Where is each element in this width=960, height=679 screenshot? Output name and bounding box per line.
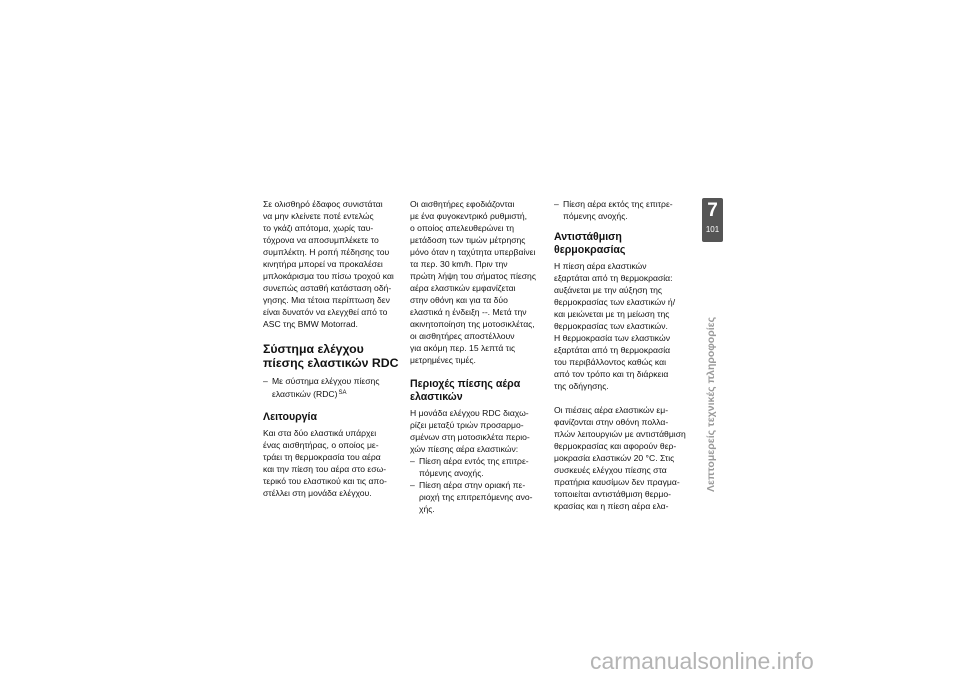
bullet-text: ελαστικών (RDC) [272,389,338,399]
text-line: πρατήρια καυσίμων δεν πραγμα- [554,477,680,487]
subheading: Περιοχές πίεσης αέρα [410,378,521,390]
text-line: ελαστικά η ένδειξη --. Μετά την [410,307,527,317]
text-line: τερικό του ελαστικού και τις απο- [263,476,387,486]
text-line: φανίζονται στην οθόνη πολλα- [554,417,669,427]
text-line: στέλλει στη μονάδα ελέγχου. [263,488,372,498]
text-line: ASC της BMW Motorrad. [263,319,358,329]
chapter-sidebar [704,252,722,492]
bullet-text: χής. [419,504,435,514]
text-line: συμπλέκτη. Η ροπή πέδησης του [263,247,390,257]
subheading: ελαστικών [410,391,463,403]
watermark: carmanualsonline.info [590,648,814,674]
text-line: του περιβάλλοντος καθώς και [554,357,666,367]
text-line: οι αισθητήρες αποστέλλουν [410,331,515,341]
ranges-paragraph [410,407,550,455]
text-line: για ακόμη περ. 15 λεπτά τις [410,343,516,353]
text-line: μετάδοση των τιμών μέτρησης [410,235,526,245]
text-line: τα περ. 30 km/h. Πριν την [410,259,508,269]
bullet-range-within [410,455,550,479]
text-line: ο οποίος απελευθερώνει τη [410,223,514,233]
text-line: και μειώνεται με τη μείωση της [554,309,670,319]
display-paragraph [554,404,694,512]
subheading: Αντιστάθμιση [554,231,622,243]
text-line: σμένων στη μοτοσικλέτα περιο- [410,432,530,442]
text-line: θερμοκρασίας των ελαστικών. [554,321,668,331]
bullet-range-limit [410,479,550,515]
bullet-rdc-option [263,375,403,399]
bullet-dash: – [263,376,268,386]
heading-ranges [410,378,550,404]
text-line: Σε ολισθηρό έδαφος συνιστάται [263,199,383,209]
text-line: Οι πιέσεις αέρα ελαστικών εμ- [554,405,669,415]
text-line: εξαρτάται από τη θερμοκρασία [554,345,671,355]
column-3 [554,198,694,512]
text-line: μπλοκάρισμα του πίσω τροχού και [263,271,394,281]
text-line: με ένα φυγοκεντρικό ρυθμιστή, [410,211,528,221]
bullet-range-outside [554,198,694,222]
text-line: θερμοκρασίας των ελαστικών ή/ [554,297,676,307]
text-line: Η πίεση αέρα ελαστικών [554,261,647,271]
text-line: χών πίεσης αέρα ελαστικών: [410,444,519,454]
text-line: Η θερμοκρασία των ελαστικών [554,333,670,343]
text-line: Οι αισθητήρες εφοδιάζονται [410,199,515,209]
text-line: πρώτη λήψη του σήματος πίεσης [410,271,536,281]
subheading-function: Λειτουργία [263,411,318,423]
bullet-dash: – [410,456,415,466]
text-line: μόνο όταν η ταχύτητα υπερβαίνει [410,247,536,257]
page-number: 101 [705,225,720,234]
text-line: είναι δυνατόν να ελεγχθεί από το [263,307,388,317]
subheading: θερμοκρασίας [554,244,626,256]
bullet-text: Πίεση αέρα στην οριακή πε- [419,480,526,490]
text-line: να μην κλείνετε ποτέ εντελώς [263,211,374,221]
text-line: ακινητοποίηση της μοτοσικλέτας, [410,319,535,329]
chapter-title: Λεπτομερείς τεχνικές πληροφορίες [705,316,717,492]
column-1 [263,198,403,499]
text-line: κρασίας και η πίεση αέρα ελα- [554,501,669,511]
sa-marker: SA [338,390,347,396]
text-line: ένας αισθητήρας, ο οποίος με- [263,440,379,450]
text-line: μετρημένες τιμές. [410,355,476,365]
sensors-paragraph [410,198,550,366]
chapter-tab [702,198,723,242]
text-line: και την πίεση του αέρα στο εσω- [263,464,387,474]
text-line: Η μονάδα ελέγχου RDC διαχω- [410,408,529,418]
text-line: συσκευές ελέγχου πίεσης στα [554,465,667,475]
bullet-text: Πίεση αέρα εκτός της επιτρε- [563,199,673,209]
text-line: αέρα ελαστικών εμφανίζεται [410,283,516,293]
bullet-text: Πίεση αέρα εντός της επιτρε- [419,456,529,466]
text-line: αυξάνεται με την αύξηση της [554,285,663,295]
text-line: Και στα δύο ελαστικά υπάρχει [263,428,377,438]
text-line: κινητήρα μπορεί να προκαλέσει [263,259,383,269]
text-line: της οδήγησης. [554,381,609,391]
bullet-text: Με σύστημα ελέγχου πίεσης [272,376,380,386]
column-2 [410,198,550,515]
bullet-text: πόμενης ανοχής. [563,211,628,221]
bullet-dash: – [410,480,415,490]
text-line: τόχρονα να αποσυμπλέκετε το [263,235,379,245]
text-line: γησης. Μια τέτοια περίπτωση δεν [263,295,390,305]
text-line: τοποιείται αντιστάθμιση θερμο- [554,489,672,499]
compensation-paragraph [554,260,694,392]
text-line: πλών λειτουργιών με αντιστάθμιση [554,429,686,439]
text-line: ρίζει μεταξύ τριών προσαρμο- [410,420,524,430]
text-line: από τον τρόπο και τη διάρκεια [554,369,669,379]
section-heading: Σύστημα ελέγχου [263,342,364,356]
intro-paragraph [263,198,403,330]
section-heading: πίεσης ελαστικών RDC [263,356,399,370]
bullet-text: πόμενης ανοχής. [419,468,484,478]
bullet-dash: – [554,199,559,209]
heading-rdc [263,342,403,370]
bullet-text: ριοχή της επιτρεπόμενης ανο- [419,492,533,502]
text-line: μοκρασία ελαστικών 20 °C. Στις [554,453,675,463]
text-line: θερμοκρασίας και αφορούν θερ- [554,441,677,451]
heading-temperature-compensation [554,231,694,257]
chapter-number: 7 [707,200,718,221]
text-line: εξαρτάται από τη θερμοκρασία: [554,273,673,283]
function-paragraph [263,427,403,499]
text-line: το γκάζι απότομα, χωρίς ταυ- [263,223,374,233]
text-line: στην οθόνη και για τα δύο [410,295,508,305]
text-line: τράει τη θερμοκρασία του αέρα [263,452,381,462]
text-line: συνεπώς ασταθή κατάσταση οδή- [263,283,392,293]
